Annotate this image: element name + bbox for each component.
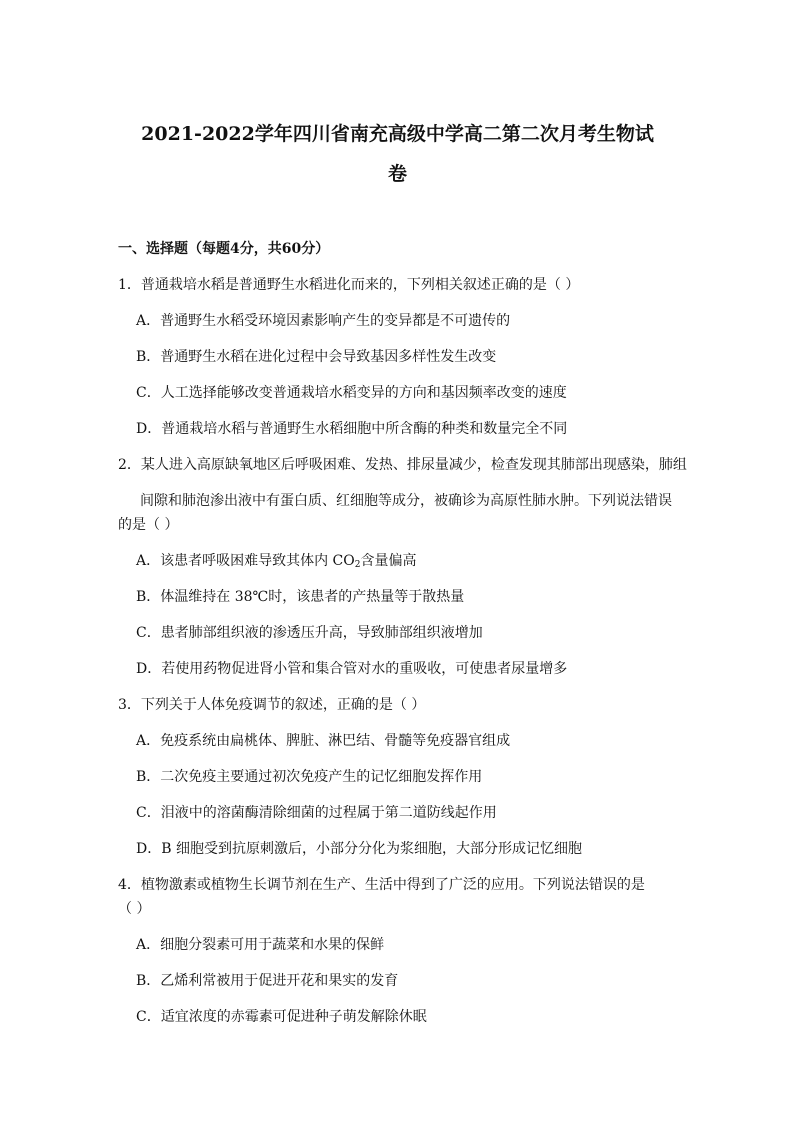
- question-3-stem: 3．下列关于人体免疫调节的叙述，正确的是（ ）: [118, 697, 426, 713]
- question-2-option-c: C．患者肺部组织液的渗透压升高，导致肺部组织液增加: [136, 625, 483, 641]
- question-2-stem-line-2: 间隙和肺泡渗出液中有蛋白质、红细胞等成分，被确诊为高原性肺水肿。下列说法错误: [140, 493, 672, 509]
- question-2-option-b: B．体温维持在 38℃时，该患者的产热量等于散热量: [136, 589, 465, 605]
- question-4-stem-line-1: 4．植物激素或植物生长调节剂在生产、生活中得到了广泛的应用。下列说法错误的是: [118, 877, 645, 893]
- question-2-option-a-suffix: 含量偏高: [360, 553, 417, 569]
- question-1-option-c: C．人工选择能够改变普通栽培水稻变异的方向和基因频率改变的速度: [136, 385, 567, 401]
- title-line-1: 2021-2022学年四川省南充高级中学高二第二次月考生物试: [141, 123, 654, 145]
- question-1-stem: 1．普通栽培水稻是普通野生水稻进化而来的，下列相关叙述正确的是（ ）: [118, 277, 580, 293]
- question-1-option-b: B．普通野生水稻在进化过程中会导致基因多样性发生改变: [136, 349, 497, 365]
- page-title: [110, 116, 685, 192]
- question-2-stem-line-3: 的是（ ）: [118, 517, 179, 533]
- title-line-2: 卷: [387, 163, 407, 185]
- question-4-option-b: B．乙烯利常被用于促进开花和果实的发育: [136, 973, 399, 989]
- section-heading: 一、选择题（每题4分，共60分）: [118, 241, 330, 257]
- co2-subscript: 2: [354, 560, 361, 570]
- question-2-stem-line-1: 2．某人进入高原缺氧地区后呼吸困难、发热、排尿量减少，检查发现其肺部出现感染，肺组: [118, 457, 687, 473]
- question-4-option-c: C．适宜浓度的赤霉素可促进种子萌发解除休眠: [136, 1009, 427, 1025]
- question-2-option-a: [136, 550, 416, 570]
- question-4-stem-line-2: （ ）: [118, 901, 151, 917]
- question-1-option-d: D．普通栽培水稻与普通野生水稻细胞中所含酶的种类和数量完全不同: [136, 421, 568, 437]
- question-3-option-d: D．B 细胞受到抗原刺激后，小部分分化为浆细胞，大部分形成记忆细胞: [136, 841, 582, 857]
- question-4-option-a: A．细胞分裂素可用于蔬菜和水果的保鲜: [136, 937, 385, 953]
- question-2-option-d: D．若使用药物促进肾小管和集合管对水的重吸收，可使患者尿量增多: [136, 661, 568, 677]
- question-3-option-b: B．二次免疫主要通过初次免疫产生的记忆细胞发挥作用: [136, 769, 483, 785]
- question-2-option-a-text: A．该患者呼吸困难导致其体内 CO: [136, 553, 355, 569]
- question-3-option-a: A．免疫系统由扁桃体、脾脏、淋巴结、骨髓等免疫器官组成: [136, 733, 511, 749]
- question-1-option-a: A．普通野生水稻受环境因素影响产生的变异都是不可遗传的: [136, 313, 511, 329]
- question-3-option-c: C．泪液中的溶菌酶清除细菌的过程属于第二道防线起作用: [136, 805, 497, 821]
